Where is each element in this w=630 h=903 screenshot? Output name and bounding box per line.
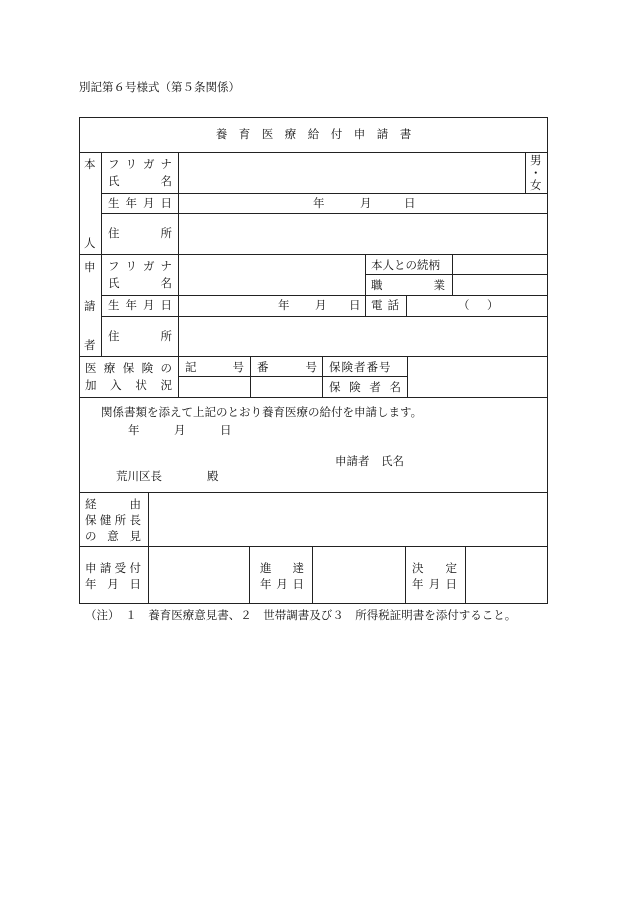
declaration-day-unit: 日 (220, 423, 232, 437)
honnin-birthdate-label: 生 年 月 日 (108, 196, 172, 210)
shinseisha-birth-day-unit: 日 (349, 298, 361, 312)
opinion-label-line3: の 意 見 (85, 529, 141, 543)
insurance-label-line2: 加 入 状 況 (85, 378, 172, 392)
insurer-name-label: 保 険 者 名 (329, 380, 401, 394)
phone-paren-close: ） (487, 298, 499, 312)
decision-label-line1: 決 定 (412, 561, 457, 575)
shinseisha-birthdate-label: 生 年 月 日 (108, 298, 172, 312)
honnin-birth-day-unit: 日 (404, 196, 416, 210)
honnin-section-char-2: 人 (84, 236, 96, 250)
honnin-section-char-1: 本 (84, 157, 96, 171)
honnin-address-label: 住 所 (108, 226, 172, 240)
honnin-birth-month-unit: 月 (360, 196, 372, 210)
shinseisha-address-label: 住 所 (108, 329, 172, 343)
receipt-label-line2: 年 月 日 (85, 577, 141, 591)
honnin-birth-year-unit: 年 (313, 196, 325, 210)
relation-label: 本人との続柄 (371, 258, 440, 272)
footnote: （注） １ 養育医療意見書、２ 世帯調書及び３ 所得税証明書を添付すること。 (85, 608, 517, 622)
progress-label-line2: 年 月 日 (260, 577, 304, 591)
gender-male: 男 (530, 153, 542, 167)
addressee: 荒川区長 (116, 469, 162, 483)
declaration-year-unit: 年 (128, 423, 140, 437)
applicant-name-label: 申請者 氏名 (335, 454, 404, 468)
shinseisha-furigana-label: フ リ ガ ナ (108, 259, 172, 273)
progress-label-line1: 進 達 (260, 561, 304, 575)
honnin-furigana-label: フ リ ガ ナ (108, 157, 172, 171)
declaration-text: 関係書類を添えて上記のとおり養育医療の給付を申請します。 (101, 405, 423, 419)
insurance-label-line1: 医 療 保 険 の (85, 361, 172, 375)
shinseisha-name-label: 氏 名 (108, 276, 172, 290)
gender-female: 女 (530, 178, 542, 192)
opinion-label-line2: 保 健 所 長 (85, 513, 141, 527)
shinseisha-section-char-3: 者 (84, 338, 96, 352)
phone-paren-open: （ (458, 298, 470, 312)
honnin-name-label: 氏 名 (108, 174, 172, 188)
shinseisha-section-char-1: 申 (84, 260, 96, 274)
honorific: 殿 (207, 469, 219, 483)
shinseisha-birth-month-unit: 月 (315, 298, 327, 312)
occupation-label: 職 業 (371, 278, 445, 292)
declaration-month-unit: 月 (174, 423, 186, 437)
bango-label: 番 号 (257, 360, 317, 374)
insurer-number-label: 保険者番号 (329, 360, 392, 374)
form-title: 養 育 医 療 給 付 申 請 書 (215, 127, 412, 141)
receipt-label-line1: 申 請 受 付 (85, 561, 141, 575)
gender-dot: ・ (530, 166, 542, 180)
decision-label-line2: 年 月 日 (412, 577, 457, 591)
phone-label: 電 話 (371, 298, 399, 312)
shinseisha-section-char-2: 請 (84, 299, 96, 313)
opinion-label-line1: 経 由 (85, 497, 141, 511)
shinseisha-birth-year-unit: 年 (278, 298, 290, 312)
form-number-label: 別記第６号様式（第５条関係） (79, 80, 240, 94)
kigo-label: 記 号 (185, 360, 244, 374)
